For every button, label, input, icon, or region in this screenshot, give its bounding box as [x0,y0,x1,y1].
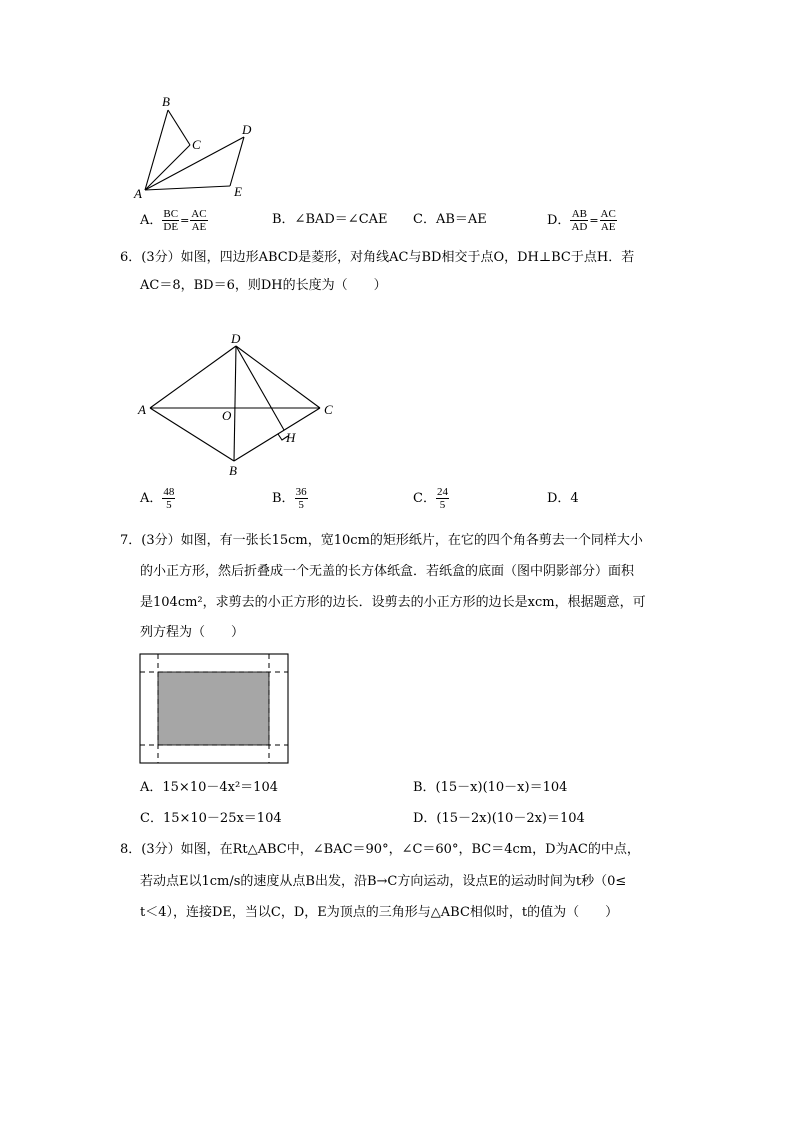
q6-text-line-1: 6．(3分）如图，四边形ABCD是菱形，对角线AC与BD相交于点O，DH⊥BC于点H．若 [120,250,635,265]
point-label-c: C [192,137,201,152]
point-label-d: D [242,122,252,137]
figure-q6-rhombus [130,330,350,485]
point-label-h: H [286,430,296,445]
segment-de [230,137,244,186]
segment-bc [168,110,190,145]
fraction: $\frac{AB}{AD}$ [571,208,588,233]
q8-text-line-2: 若动点E以1cm/s的速度从点B出发，沿B→C方向运动，设点E的运动时间为t秒（0≤ [140,874,627,889]
q6-option-d[interactable]: D．4 [547,491,579,506]
q5-option-c[interactable]: C．AB＝AE [413,212,487,227]
q6-text-line-2: AC＝8，BD＝6，则DH的长度为（ ） [140,278,387,293]
fraction: $\frac{AC}{AE}$ [191,208,207,233]
point-label-c: C [324,402,333,417]
q5-option-d[interactable]: D． $\frac{AB}{AD}$ = $\frac{AC}{AE}$ [547,208,616,233]
segment-ad [150,346,236,408]
segment-dc [236,346,320,408]
q5-option-a[interactable]: A． $\frac{BC}{DE}$ = $\frac{AC}{AE}$ [140,208,207,233]
segment-dh [236,346,284,430]
q8-text-line-1: 8．(3分）如图，在Rt△ABC中，∠BAC＝90°，∠C＝60°，BC＝4cm，D为AC的中点， [120,842,640,857]
q7-text-line-4: 列方程为（ ） [140,625,245,640]
q7-option-d[interactable]: D．(15－2x)(10－2x)＝104 [413,811,585,826]
segment-ae [145,186,230,190]
point-label-e: E [234,184,242,199]
fraction: $\frac{AC}{AE}$ [600,208,616,233]
point-label-b: B [162,94,170,109]
fraction: $\frac{BC}{DE}$ [163,208,179,233]
fraction: $\frac{36}{5}$ [295,486,307,511]
q7-text-line-3: 是104cm²，求剪去的小正方形的边长．设剪去的小正方形的边长是xcm，根据题意，可 [140,595,646,610]
figure-q5 [130,90,270,205]
point-label-a: A [134,186,142,201]
q6-option-c[interactable]: C． $\frac{24}{5}$ [413,486,448,511]
q7-text-line-2: 的小正方形，然后折叠成一个无盖的长方体纸盒．若纸盒的底面（图中阴影部分）面积 [140,564,635,579]
point-label-d: D [231,331,241,346]
box-base-shaded [158,672,269,745]
q6-option-b[interactable]: B． $\frac{36}{5}$ [272,486,307,511]
diagonal-bd [234,346,236,461]
fraction: $\frac{48}{5}$ [163,486,175,511]
figure-q7-paper [135,650,295,768]
q7-option-c[interactable]: C．15×10－25x＝104 [140,811,282,826]
q8-text-line-3: t＜4），连接DE，当以C，D，E为顶点的三角形与△ABC相似时，t的值为（ ） [140,905,619,920]
q6-option-a[interactable]: A． $\frac{48}{5}$ [140,486,175,511]
fraction: $\frac{24}{5}$ [436,486,448,511]
q5-option-b[interactable]: B．∠BAD＝∠CAE [272,212,388,227]
point-label-o: O [222,408,232,423]
q7-option-a[interactable]: A．15×10－4x²＝104 [140,780,278,795]
q7-option-b[interactable]: B．(15－x)(10－x)＝104 [413,780,568,795]
segment-cb [234,408,320,461]
q7-text-line-1: 7．(3分）如图，有一张长15cm，宽10cm的矩形纸片，在它的四个角各剪去一个同样大小 [120,533,643,548]
point-label-b: B [229,463,237,478]
point-label-a: A [138,402,146,417]
